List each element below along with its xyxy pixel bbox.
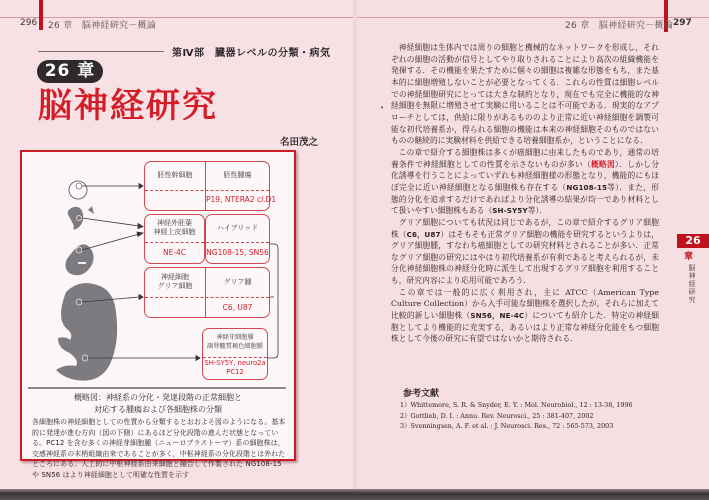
right-running-head: 26 章 脳神経研究－概論 bbox=[565, 21, 674, 31]
label-neuron: 神経細胞 bbox=[161, 273, 189, 281]
cell-lines-embryonal: P19, NTERA2 cl.D1 bbox=[206, 195, 277, 204]
part-rule bbox=[38, 51, 164, 52]
paragraph-3-part-b: ）はそもそも正常グリア細胞の機能を研究するというよりは，グリア細胞腫，すなわち癌細胞としての研究材料とされることが多い．正常なグリア細胞の研究にはやはり初代培養系が有利であると考えられるが，未分化神経細胞株の神経分化時に派生して出現するグリア細胞を利用することも，研究内容により応用可能であろう． bbox=[391, 229, 659, 286]
book-gutter bbox=[353, 0, 357, 489]
references-list bbox=[400, 400, 633, 432]
side-tab-chapter-number: 26 bbox=[677, 234, 709, 248]
caption-title-line-1: 概略図：神経系の分化・発達段階の正常細胞と bbox=[74, 393, 242, 402]
label-neuroblastoma: 神経芽細胞腫 bbox=[216, 334, 254, 341]
cell-lines-sn56-ne4c: SN56，NE-4C bbox=[470, 311, 525, 321]
box-dashed-rule bbox=[145, 297, 269, 298]
side-tab-title: 脳神経研究 bbox=[688, 264, 696, 304]
embryo-stage-3-icon bbox=[65, 244, 93, 275]
label-pheochromocytoma: 副腎髄質褐色細胞腫 bbox=[207, 343, 263, 350]
cell-lines-c6-u87: C6，U87 bbox=[406, 229, 441, 239]
diagram-box-glia bbox=[144, 267, 270, 318]
part-label: 第Ⅳ部 臓器レベルの分類・病気 bbox=[172, 48, 331, 59]
left-page-number: 296 bbox=[20, 18, 38, 28]
paragraph-4-part-b: ）についても紹介した．特定の神経細胞としてより機能的に充実する，あるいはより正常な神経分化能をもつ細胞株として今後の研究に有望ではないかと期待される． bbox=[391, 311, 659, 344]
reference-item: 1）Whittemore, S. R. & Snyder, E. Y. : Mol. Neurobiol., 12 : 13-38, 1996 bbox=[400, 401, 633, 409]
embryo-stage-2-icon bbox=[68, 206, 94, 230]
diagram-box-hybrid bbox=[205, 214, 270, 264]
paragraph-4-part-a: この章では一般的に広く利用され，主に ATCC（American Type Culture Collection）から入手可能な細胞株を選択したが，それらに加えて比較的新しい細胞株（ bbox=[391, 287, 659, 321]
paragraph-2-part-d: 等）． bbox=[527, 206, 548, 216]
paragraph-1: 神経細胞は生体内では周りの細胞と機械的なネットワークを形成し，それぞれの細胞の活動が信号としてやり取りされることにより高次の組織機能を発揮する．その機能を果たすために個々の細胞は複雑な形態をもち，また基本的に細胞増殖しないことが必要となってくる．これらの性質は細胞レベルでの神経細胞研究にとっては大きな制約となり，現在でも完全に機能的な神経細胞を無限に増殖させて実験に用いることは不可能である．現実的なアプローチとしては，供給に限りがあるもののより正常に近い神経細胞を調製可能な初代培養系か，得られる細胞の機能は本来の神経細胞そのものではないものの継続的に実験材料を供給できる培養細胞系か，ということになる． bbox=[391, 43, 659, 146]
author-name: 名田茂之 bbox=[280, 137, 319, 148]
paragraph-2-part-b: ）．しかし分化誘導を行うことによっていずれも神経細胞様の形態となり，機能的にもほぼ完全に近い神経細胞となる細胞株も存在する（ bbox=[391, 159, 659, 192]
cell-lines-ne4c: NE-4C bbox=[162, 248, 187, 257]
paragraph-3 bbox=[391, 217, 659, 287]
references-heading: 参考文献 bbox=[403, 389, 440, 399]
chapter-title: 脳神経研究 bbox=[38, 86, 218, 126]
paragraph-2-part-a: この章で紹介する細胞株は多くが癌細胞に由来したものであり，通常の培養条件で神経細胞としての性質を示さないものが多い（ bbox=[391, 147, 659, 169]
label-neuroectoderm: 神経外胚葉 bbox=[157, 219, 192, 227]
paragraph-2-part-c: 等）．また，形態的分化を追求するだけであればより分化誘導の結果が均一であり材料として扱いやすい細胞株もある（ bbox=[391, 182, 660, 216]
diagram-box-neuroblastoma bbox=[202, 328, 268, 380]
embryo-stage-4-icon bbox=[56, 283, 117, 381]
figure-caption-rule bbox=[28, 387, 286, 389]
cell-line-ng108: NG108-15 bbox=[566, 182, 608, 192]
caption-body: 各細胞株の神経細胞としての性質から分類するとおおよそ図のようになる。基本的に発達が進む方向（図の下側）にあるほど分化段階の進んだ状態となっている。PC12 を含む多くの神経芽細胞腫（ニューロブラストーマ）系の細胞株は，交感神経系の末梢組織由来であることが多く，中枢神経系の分化段階とは外れたところにある。人工的に中枢神経系由来細胞と融合して作製された NG108-15 や SN56 はより神経細胞として明確な性質を示す bbox=[32, 418, 286, 479]
cell-lines-neuroblastoma-1: SH-SY5Y, neuro2a bbox=[204, 359, 266, 367]
left-header-red-bar bbox=[39, 0, 43, 30]
paragraph-4 bbox=[391, 287, 659, 345]
side-tab-chapter-label: 章 bbox=[684, 252, 694, 262]
label-hybrid: ハイブリッド bbox=[216, 224, 259, 232]
label-glioma: グリア腫 bbox=[223, 278, 252, 286]
diagram-box-embryonic bbox=[144, 161, 277, 211]
margin-mark: • bbox=[380, 104, 385, 112]
body-text bbox=[391, 42, 659, 345]
chapter-badge: 26 章 bbox=[37, 60, 103, 83]
label-embryonal-tumor: 胚性腫瘍 bbox=[223, 171, 252, 179]
paragraph-3-part-a: グリア細胞についても状況は同じであるが，この章で紹介するグリア細胞株（ bbox=[391, 217, 659, 239]
cell-line-shsy5y: SH-SY5Y bbox=[492, 206, 528, 216]
page-bottom-edge bbox=[0, 489, 709, 500]
paragraph-2 bbox=[391, 147, 659, 217]
box-dashed-rule bbox=[203, 357, 267, 358]
diagram-box-neuroectoderm bbox=[144, 214, 205, 264]
embryo-stage-1-icon bbox=[69, 181, 87, 199]
cell-lines-hybrid: NG108-15, SN56 bbox=[206, 248, 269, 257]
cell-lines-neuroblastoma-2: PC12 bbox=[226, 368, 244, 376]
right-page-number: 297 bbox=[673, 18, 692, 28]
figure-reference-link[interactable]: 概略図 bbox=[591, 159, 616, 169]
box-dashed-rule bbox=[145, 242, 204, 243]
box-dashed-rule bbox=[145, 190, 269, 191]
label-neuroepithelial-cell: 神経上皮細胞 bbox=[153, 228, 196, 236]
reference-item: 3）Svenningsen, A. F. et al. : J. Neurosci. Res., 72 : 565-573, 2003 bbox=[400, 422, 614, 430]
figure-overview bbox=[20, 150, 296, 479]
label-glial-cell: グリア細胞 bbox=[157, 282, 193, 290]
caption-title-line-2: 対応する腫瘍および各細胞株の分類 bbox=[94, 405, 222, 414]
label-embryonic-stem-cell: 胚性幹細胞 bbox=[157, 171, 193, 179]
reference-item: 2）Gottlieb, D. I. : Annu. Rev. Neurosci., 25 : 381-407, 2002 bbox=[400, 411, 594, 420]
box-dashed-rule bbox=[206, 242, 269, 243]
cell-lines-glioma: C6, U87 bbox=[222, 303, 253, 312]
left-running-head: 26 章 脳神経研究－概論 bbox=[48, 21, 157, 31]
